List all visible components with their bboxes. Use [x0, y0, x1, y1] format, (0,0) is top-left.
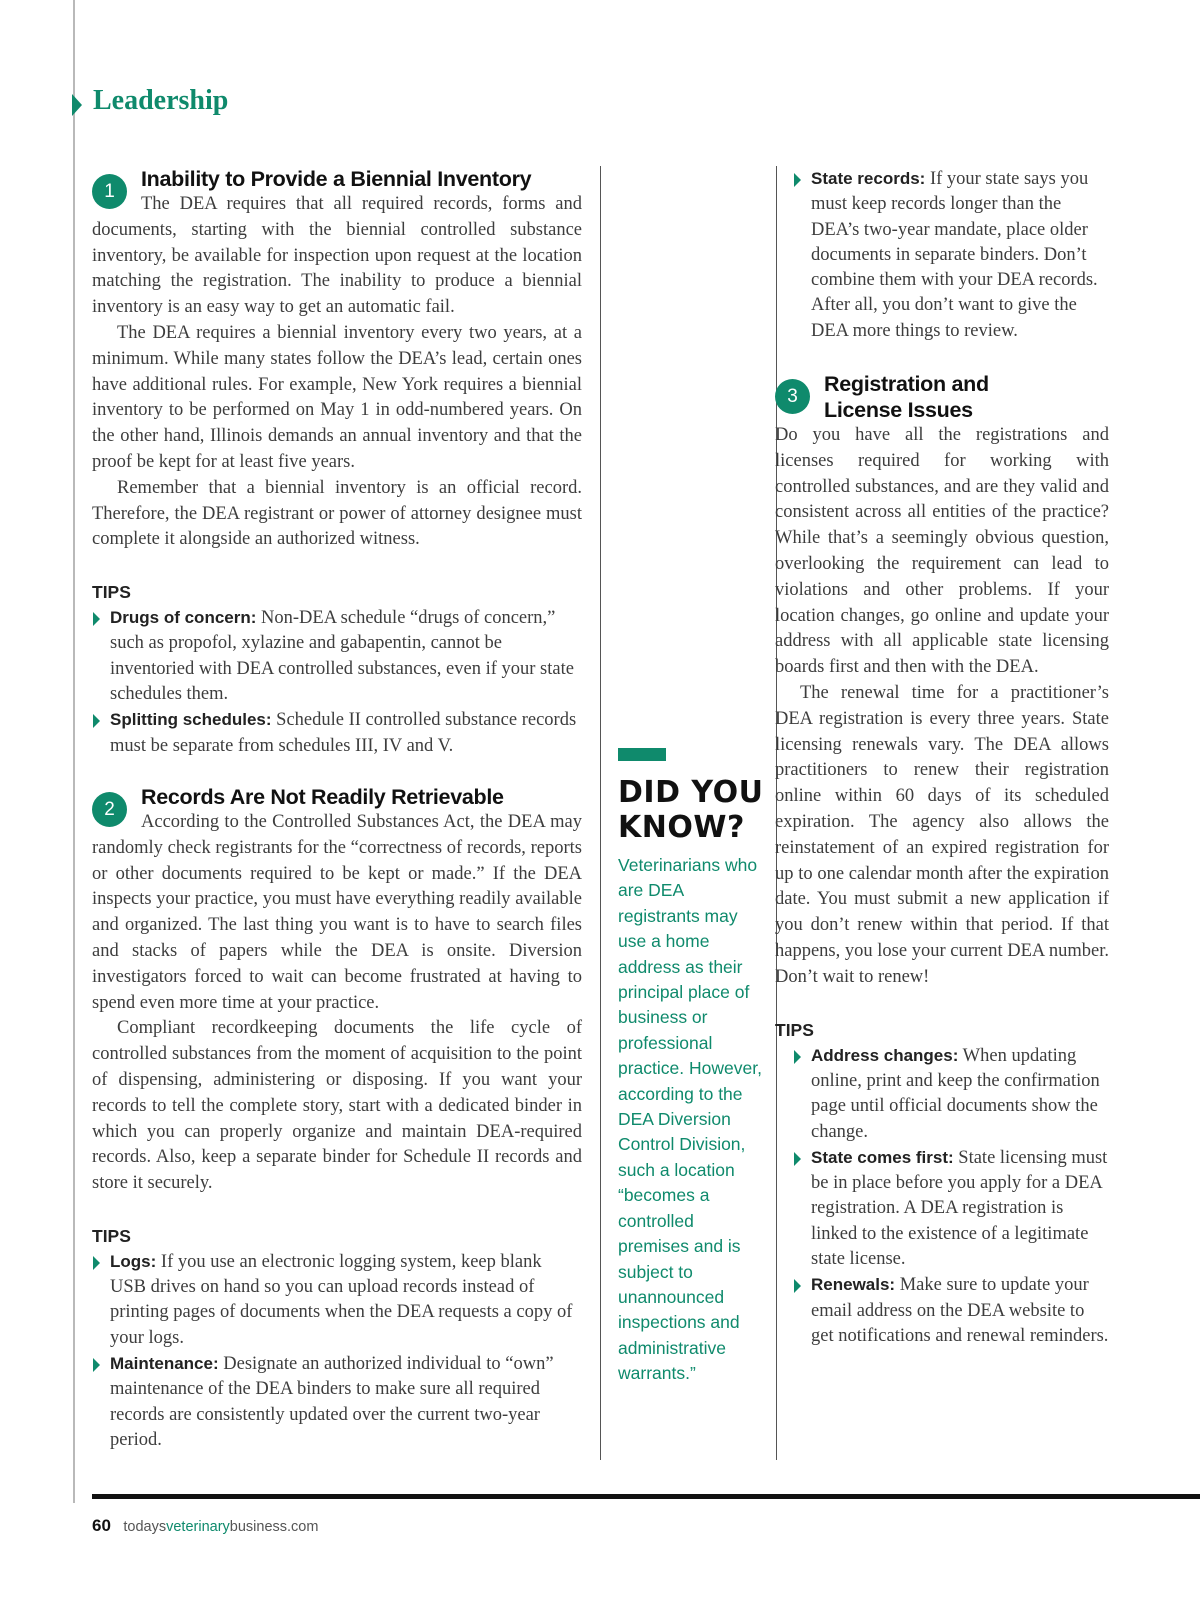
- section-arrow-icon: [72, 94, 82, 116]
- footer-rule: [92, 1494, 1200, 1499]
- tip-item: [92, 707, 582, 759]
- sidebar-title: DID YOU KNOW?: [618, 775, 764, 845]
- tip-text: Non-DEA schedule “drugs of concern,” such as propofol, xylazine and gabapentin, cannot be inventoried with DEA controlled substances, even if your state schedules them.: [110, 608, 574, 705]
- tip-text: Make sure to update your email address on the DEA website to get notifications and renewal reminders.: [811, 1275, 1109, 1346]
- tip-item: [92, 1249, 582, 1351]
- page-footer: [92, 1516, 318, 1536]
- tip-lead: Drugs of concern:: [110, 608, 257, 628]
- footer-website-link[interactable]: [123, 1519, 318, 1535]
- section-number-badge: 1: [92, 174, 127, 209]
- section-3-body: [775, 423, 1109, 991]
- tip-item: [793, 1145, 1109, 1272]
- paragraph: Do you have all the registrations and licenses required for working with controlled substances, and are they valid and consistent across all entities of the practice? While that’s a seemingly obvious question, overlooking the requirement can lead to violations and other problems. If your location changes, go online and update your address with all applicable state licensing boards first and then with the DEA.: [775, 425, 1109, 678]
- site-part: todays: [123, 1519, 167, 1535]
- section-3-heading: [775, 371, 1109, 423]
- tips-heading: TIPS: [92, 1225, 131, 1246]
- tip-item: [92, 1351, 582, 1453]
- tip-item: [793, 1272, 1109, 1349]
- tip-text: If you use an electronic logging system, keep blank USB drives on hand so you can upload records instead of printing pages of documents when the DEA requests a copy of your logs.: [110, 1251, 573, 1348]
- section-3-title-line-2: License Issues: [824, 398, 973, 423]
- section-2-heading: [92, 784, 582, 820]
- tip-lead: Renewals:: [811, 1275, 896, 1295]
- site-part: business.com: [229, 1519, 319, 1535]
- section-1-body: [92, 192, 582, 553]
- tip-lead: State records:: [811, 169, 926, 188]
- column-1: [92, 166, 582, 1453]
- page-number: 60: [92, 1516, 111, 1535]
- section-label: Leadership: [93, 85, 229, 116]
- site-part-accent: veterinary: [166, 1519, 230, 1535]
- tip-item: [793, 1043, 1109, 1145]
- paragraph: Remember that a biennial inventory is an official record. Therefore, the DEA registrant or power of attorney designee must complete it alongside an authorized witness.: [92, 477, 582, 550]
- sidebar-body: Veterinarians who are DEA registrants may use a home address as their principal place of business or professional practice. However, according to the DEA Diversion Control Division, such a location “becomes a controlled premises and is subject to unannounced inspections and administrative warrants.”: [618, 855, 762, 1384]
- tip-lead: State comes first:: [811, 1147, 954, 1167]
- tip-text: Schedule II controlled substance records must be separate from schedules III, IV and V.: [110, 710, 577, 756]
- left-margin-rule: [73, 0, 75, 1503]
- tip-text: When updating online, print and keep the confirmation page until official documents show the change.: [811, 1045, 1100, 1142]
- column-3: [775, 166, 1109, 1349]
- tips-heading: TIPS: [92, 582, 131, 603]
- section-1-heading: [92, 166, 582, 202]
- paragraph: The DEA requires a biennial inventory every two years, at a minimum. While many states follow the DEA’s lead, certain ones have additional rules. For example, New York requires a biennial inventory to be performed on May 1 in odd-numbered years. On the other hand, Illinois demands an annual inventory and that the proof be kept for at least five years.: [92, 322, 582, 472]
- tip-item: [92, 605, 582, 707]
- tip-lead: Address changes:: [811, 1045, 959, 1065]
- tip-text: State licensing must be in place before you apply for a DEA registration. A DEA registration is linked to the existence of a legitimate state license.: [811, 1147, 1108, 1269]
- paragraph: According to the Controlled Substances Act, the DEA may randomly check registrants for the “correctness of records, reports or other documents required to be kept or made.” If the DEA inspects your practice, you must have everything readily available and organized. The last thing you want is to have to search files and stacks of papers while the DEA is onsite. Diversion investigators forced to wait can become frustrated at having to spend even more time at your practice.: [92, 811, 582, 1013]
- section-number-badge: 3: [775, 379, 810, 414]
- tip-item: [793, 166, 1109, 344]
- section-number-badge: 2: [92, 792, 127, 827]
- tips-heading: TIPS: [775, 1019, 814, 1040]
- paragraph: The renewal time for a practitioner’s DEA registration is every three years. State licensing renewals vary. The DEA allows practitioners to renew their registration online within 60 days of its scheduled expiration. The agency also allows the reinstatement of an expired registration for up to one calendar month after the expiration date. You must submit a new application if you don’t renew within that period. If that happens, you lose your current DEA number. Don’t wait to renew!: [775, 683, 1109, 987]
- tip-lead: Splitting schedules:: [110, 710, 272, 730]
- paragraph: The DEA requires that all required records, forms and documents, starting with the biennial controlled substance inventory, be available for inspection upon request at the location matching the registration. The inability to produce a biennial inventory is an easy way to get an automatic fail.: [92, 194, 582, 318]
- column-divider-left: [600, 166, 601, 1460]
- did-you-know-sidebar: [618, 748, 768, 1387]
- tip-text: If your state says you must keep records longer than the DEA’s two-year mandate, place older documents in separate binders. Don’t combine them with your DEA records. After all, you don’t want to give the DEA more things to review.: [811, 169, 1098, 341]
- tip-lead: Logs:: [110, 1251, 157, 1271]
- section-3-title-line-1: Registration and: [824, 372, 989, 397]
- section-2-title: Records Are Not Readily Retrievable: [141, 784, 504, 809]
- tip-lead: Maintenance:: [110, 1354, 219, 1374]
- sidebar-accent-bar: [618, 748, 666, 761]
- section-1-title: Inability to Provide a Biennial Inventory: [141, 167, 532, 191]
- tip-text: Designate an authorized individual to “own” maintenance of the DEA binders to make sure all required records are consistently updated over the current two-year period.: [110, 1354, 554, 1450]
- section-2-body: [92, 810, 582, 1197]
- paragraph: Compliant recordkeeping documents the life cycle of controlled substances from the moment of acquisition to the point of dispensing, administering or disposing. If you want your records to tell the complete story, start with a dedicated binder in which you can properly organize and maintain DEA-required records. Also, keep a separate binder for Schedule II records and store it securely.: [92, 1018, 582, 1194]
